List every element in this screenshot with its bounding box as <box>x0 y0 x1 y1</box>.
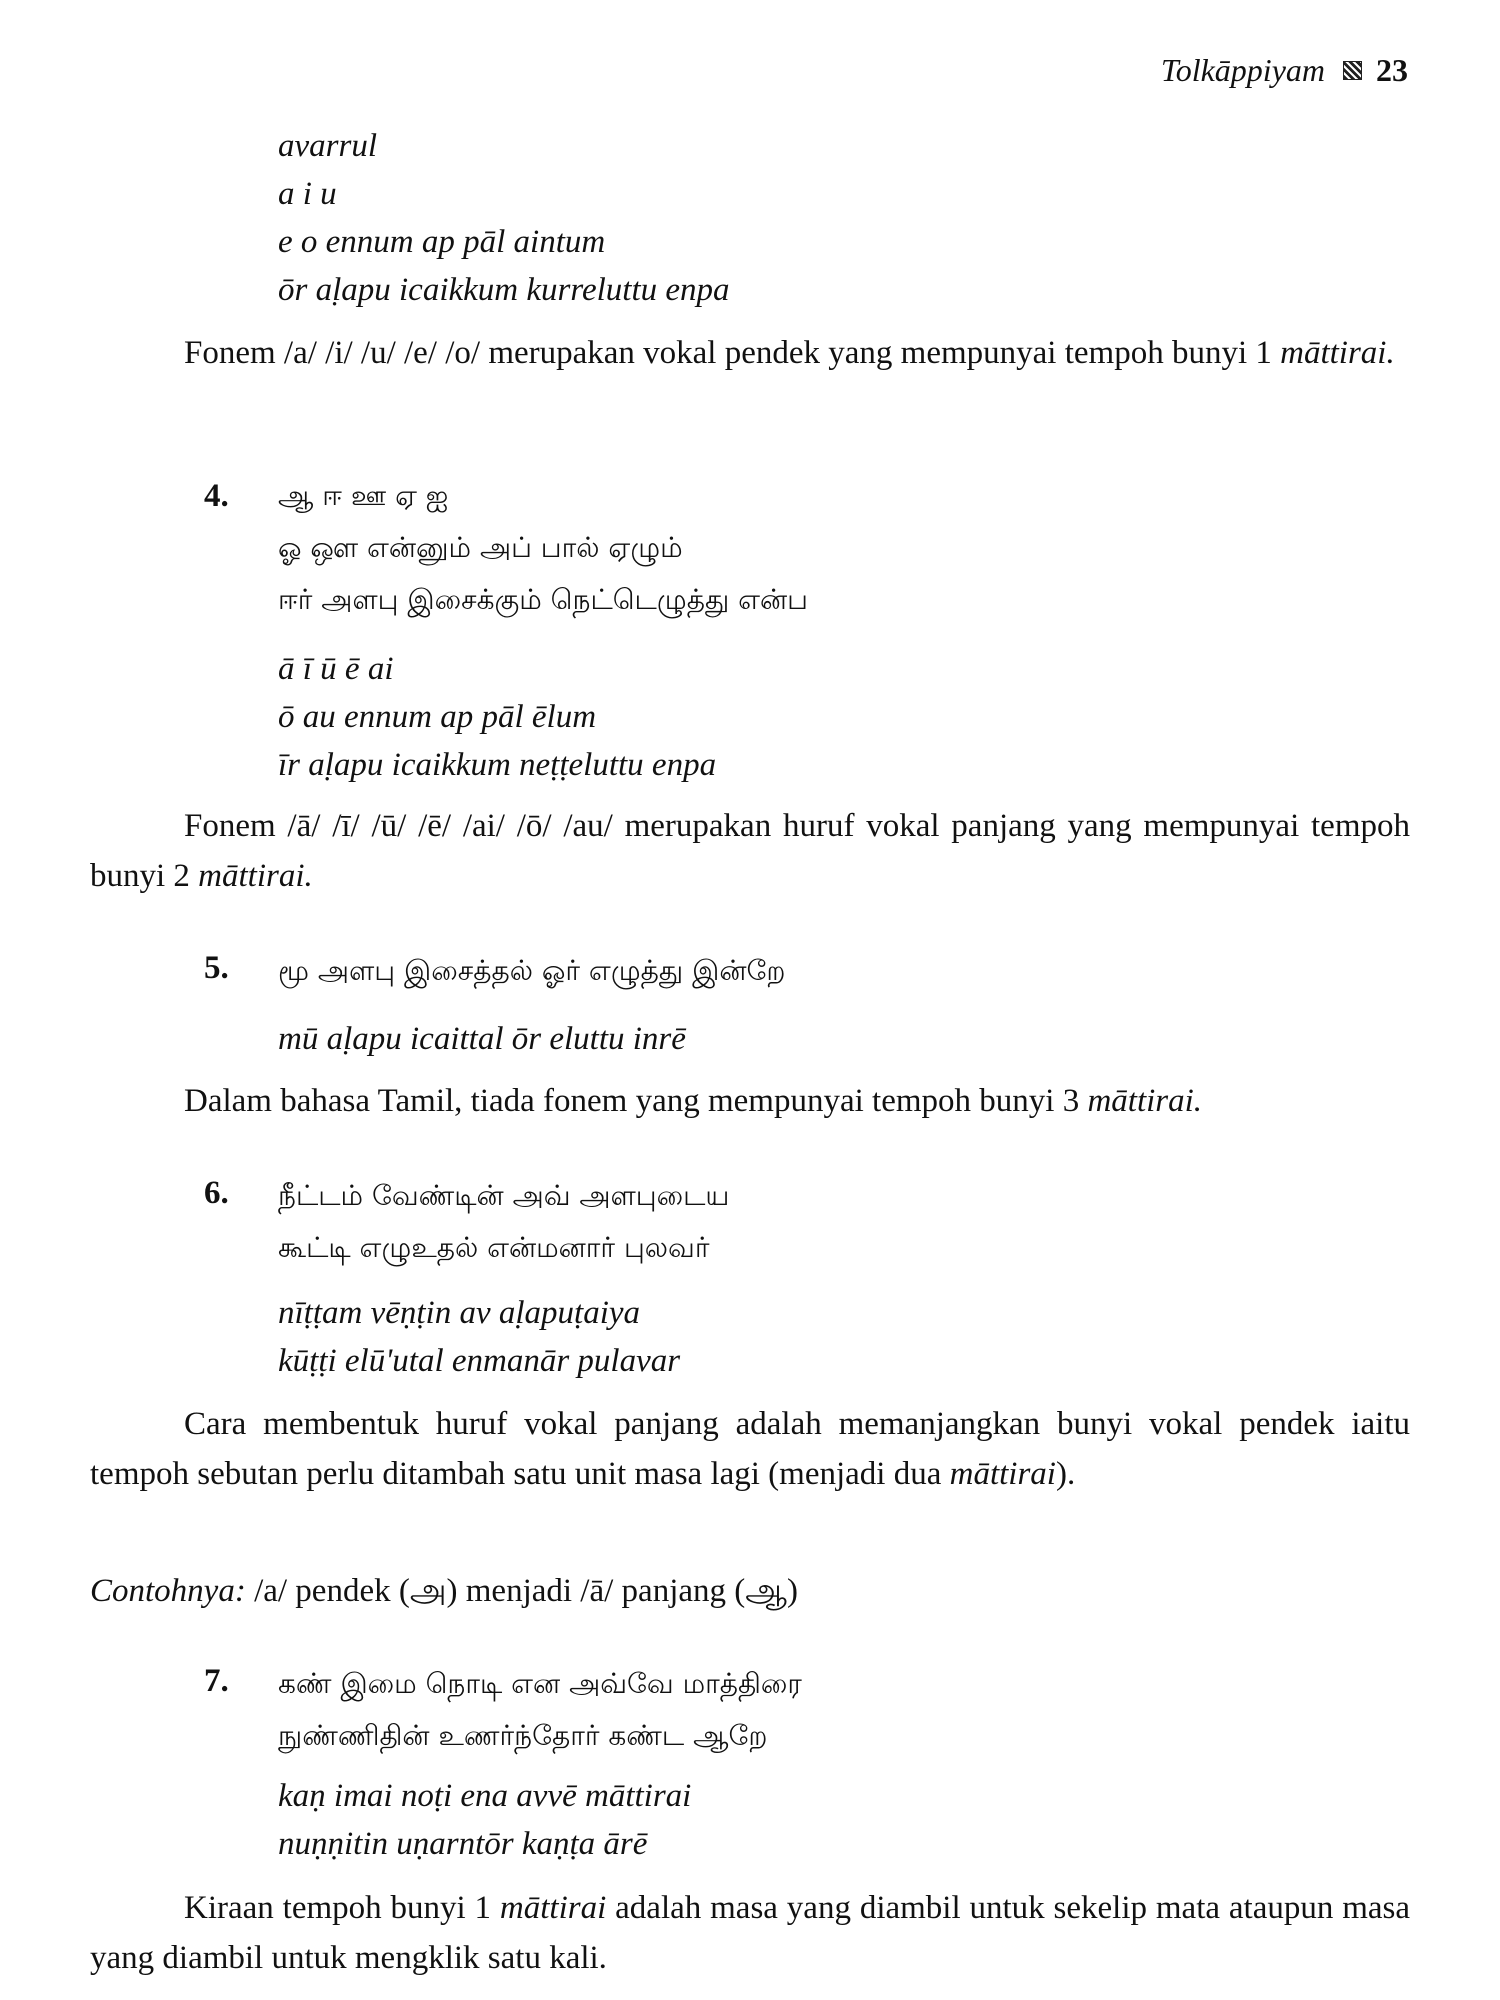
translit-line: nīṭṭam vēṇṭin av aḷapuṭaiya <box>278 1295 641 1331</box>
explanation-text: Fonem /ā/ /ī/ /ū/ /ē/ /ai/ /ō/ /au/ merupakan huruf vokal panjang yang mempunyai tempoh bunyi 2 <box>90 808 1410 894</box>
explanation-paragraph-5 <box>90 1076 1410 1126</box>
explanation-paragraph-7 <box>90 1883 1410 1983</box>
tamil-line: நுண்ணிதின் உணர்ந்தோர் கண்ட ஆறே <box>278 1719 768 1752</box>
separator-mark-icon <box>1343 61 1362 80</box>
tamil-line: மூ அளபு இசைத்தல் ஓர் எழுத்து இன்றே <box>278 954 786 987</box>
explanation-text: Dalam bahasa Tamil, tiada fonem yang mempunyai tempoh bunyi 3 <box>184 1083 1088 1119</box>
translit-line: īr aḷapu icaikkum neṭṭeluttu enpa <box>278 747 717 783</box>
tamil-line: கண் இமை நொடி என அவ்வே மாத்திரை <box>278 1667 802 1700</box>
verse-4-transliteration <box>278 645 716 789</box>
explanation-text: ). <box>1055 1456 1076 1492</box>
translit-line: ā ī ū ē ai <box>278 651 394 687</box>
translit-line: ō au ennum ap pāl ēlum <box>278 699 597 735</box>
term-mattirai: māttirai <box>499 1890 607 1926</box>
verse-number-7: 7. <box>204 1663 229 1699</box>
book-title: Tolkāppiyam <box>1160 52 1325 88</box>
verse-5-transliteration <box>278 1015 686 1063</box>
example-text: /a/ pendek (அ) menjadi /ā/ panjang (ஆ) <box>245 1573 798 1609</box>
tamil-line: ஆ ஈ ஊ ஏ ஐ <box>278 479 449 512</box>
explanation-text: Cara membentuk huruf vokal panjang adalah memanjangkan bunyi vokal pendek iaitu tempoh sebutan perlu ditambah satu unit masa lagi (menjadi dua <box>90 1406 1410 1492</box>
verse-3-transliteration <box>278 122 730 314</box>
term-mattirai: māttirai. <box>198 858 313 894</box>
explanation-paragraph-4 <box>90 801 1410 901</box>
explanation-text: Fonem /a/ /i/ /u/ /e/ /o/ merupakan vokal pendek yang mempunyai tempoh bunyi 1 <box>184 335 1281 371</box>
explanation-text: adalah masa yang diambil untuk sekelip mata ataupun masa yang diambil untuk mengklik satu kali. <box>90 1890 1411 1976</box>
term-mattirai: māttirai. <box>1280 335 1395 371</box>
translit-line: mū aḷapu icaittal ōr eluttu inrē <box>278 1021 686 1057</box>
verse-6-tamil <box>278 1170 729 1274</box>
verse-4-tamil <box>278 470 808 626</box>
example-label: Contohnya: <box>90 1573 246 1609</box>
verse-number-4: 4. <box>204 478 229 514</box>
verse-6-transliteration <box>278 1289 680 1385</box>
tamil-line: நீட்டம் வேண்டின் அவ் அளபுடைய <box>278 1179 730 1212</box>
translit-line: e o ennum ap pāl aintum <box>278 224 606 260</box>
running-header <box>1161 52 1408 89</box>
translit-line: a i u <box>278 176 337 212</box>
verse-5-tamil <box>278 945 785 997</box>
translit-line: nuṇṇitin uṇarntōr kaṇṭa ārē <box>278 1826 648 1862</box>
translit-line: avarrul <box>278 128 377 164</box>
explanation-paragraph-3 <box>90 328 1410 378</box>
tamil-line: ஓ ஔ என்னும் அப் பால் ஏழும் <box>278 531 683 564</box>
verse-7-tamil <box>278 1658 802 1762</box>
term-mattirai: māttirai. <box>1087 1083 1203 1119</box>
tamil-line: கூட்டி எழுஉதல் என்மனார் புலவர் <box>278 1231 710 1264</box>
translit-line: kūṭṭi elū'utal enmanār pulavar <box>278 1343 681 1379</box>
page-number: 23 <box>1376 52 1408 88</box>
explanation-paragraph-6 <box>90 1399 1410 1499</box>
term-mattirai: māttirai <box>949 1456 1056 1492</box>
tamil-line: ஈர் அளபு இசைக்கும் நெட்டெழுத்து என்ப <box>278 583 808 616</box>
verse-number-6: 6. <box>204 1175 229 1211</box>
example-line <box>90 1566 1410 1616</box>
translit-line: kaṇ imai noṭi ena avvē māttirai <box>278 1778 692 1814</box>
explanation-text: Kiraan tempoh bunyi 1 <box>184 1890 500 1926</box>
verse-number-5: 5. <box>204 950 229 986</box>
translit-line: ōr aḷapu icaikkum kurreluttu enpa <box>278 272 730 308</box>
verse-7-transliteration <box>278 1772 691 1868</box>
